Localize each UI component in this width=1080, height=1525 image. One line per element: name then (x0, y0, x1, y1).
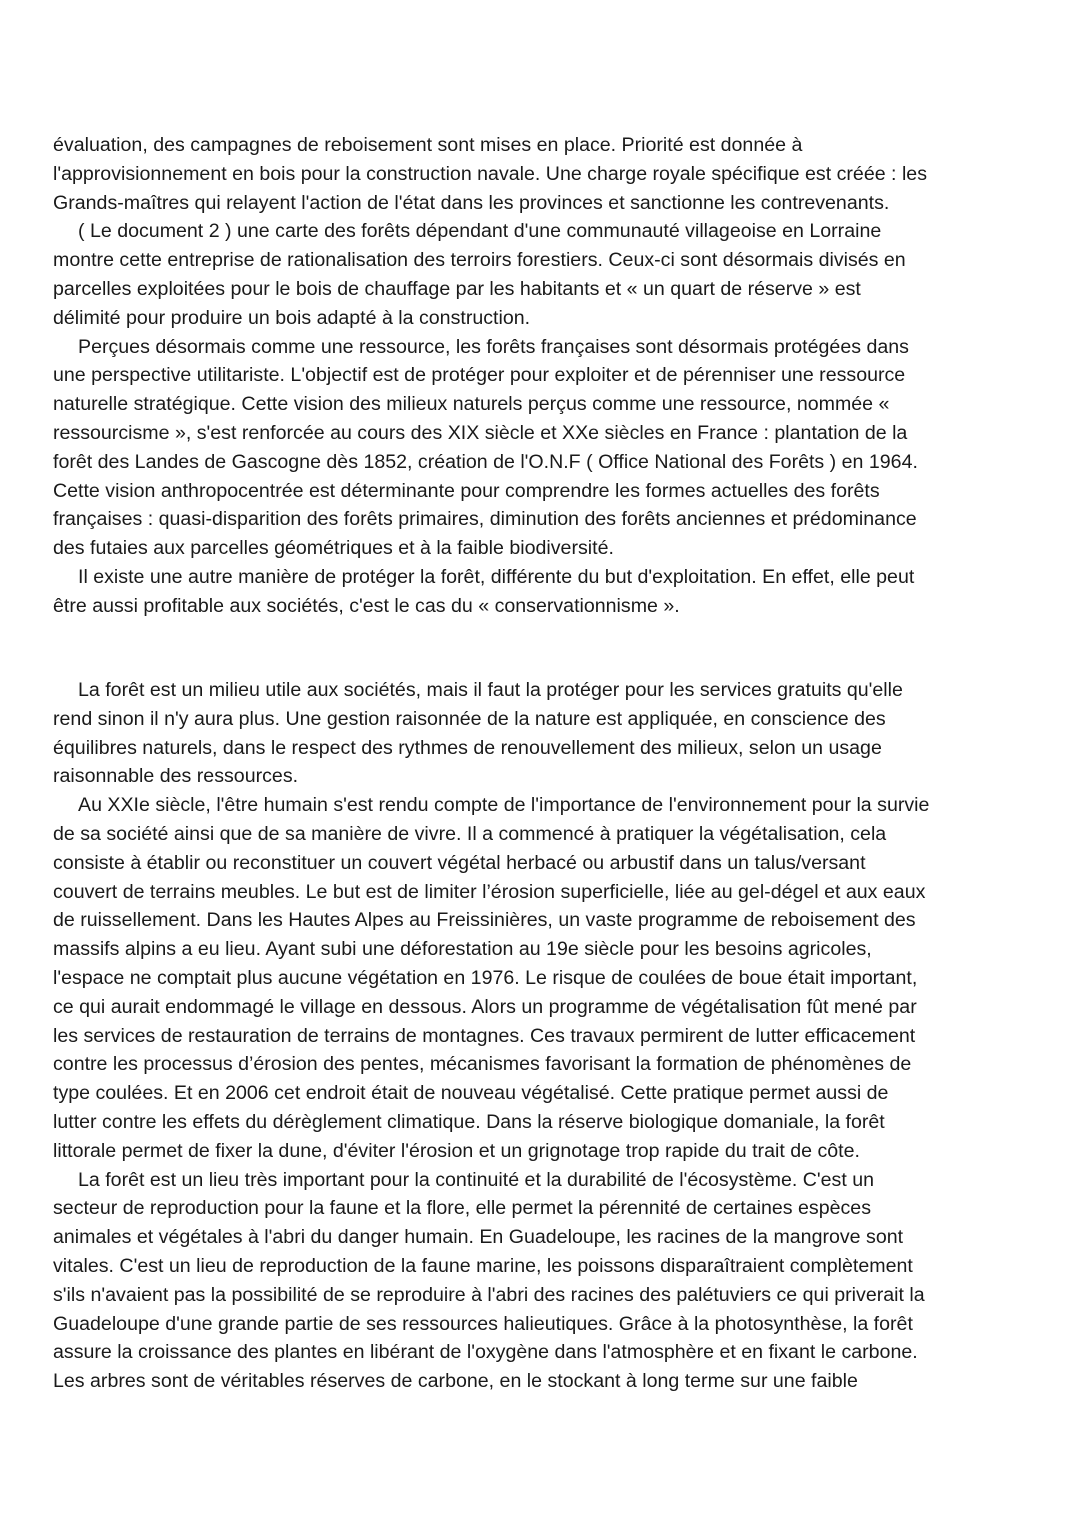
text-line: s'ils n'avaient pas la possibilité de se reproduire à l'abri des racines des palétuviers ce qui priverait la (53, 1283, 925, 1306)
text-block-top (53, 131, 1043, 621)
text-line: La forêt est un milieu utile aux sociétés, mais il faut la protéger pour les services gratuits qu'elle (78, 679, 903, 701)
text-line: raisonnable des ressources. (53, 765, 299, 788)
text-line: ressourcisme », s'est renforcée au cours des XIX siècle et XXe siècles en France : plantation de la (53, 421, 908, 444)
text-line: Grands-maîtres qui relayent l'action de l'état dans les provinces et sanctionne les contrevenants. (53, 191, 890, 214)
text-line: littorale permet de fixer la dune, d'éviter l'érosion et un grignotage trop rapide du trait de côte. (53, 1139, 860, 1162)
text-line: La forêt est un lieu très important pour la continuité et la durabilité de l'écosystème. C'est un (78, 1168, 875, 1191)
text-line: des futaies aux parcelles géométriques et à la faible biodiversité. (53, 537, 614, 560)
text-line: l'approvisionnement en bois pour la construction navale. Une charge royale spécifique est créée : les (53, 162, 927, 185)
text-line: de ruissellement. Dans les Hautes Alpes au Freissinières, un vaste programme de reboisement des (53, 909, 916, 932)
text-line: montre cette entreprise de rationalisation des terroirs forestiers. Ceux-ci sont désormais divisés en (53, 249, 906, 272)
text-line: lutter contre les effets du dérèglement climatique. Dans la réserve biologique domaniale, la forêt (53, 1110, 885, 1133)
text-line: secteur de reproduction pour la faune et la flore, elle permet la pérennité de certaines espèces (53, 1197, 871, 1220)
text-line: couvert de terrains meubles. Le but est de limiter l’érosion superficielle, liée au gel-dégel et aux eaux (53, 880, 926, 903)
text-line: françaises : quasi-disparition des forêts primaires, diminution des forêts anciennes et prédominance (53, 508, 917, 531)
text-line: vitales. C'est un lieu de reproduction de la faune marine, les poissons disparaîtraient complètement (53, 1254, 913, 1277)
text-line: Il existe une autre manière de protéger la forêt, différente du but d'exploitation. En effet, elle peut (78, 565, 915, 588)
text-line: ( Le document 2 ) une carte des forêts dépendant d'une communauté villageoise en Lorraine (78, 220, 882, 243)
text-line: naturelle stratégique. Cette vision des milieux naturels perçus comme une ressource, nommée « (53, 393, 890, 416)
text-line: massifs alpins a eu lieu. Ayant subi une déforestation au 19e siècle pour les besoins agricoles, (53, 938, 872, 961)
text-line: forêt des Landes de Gascogne dès 1852, création de l'O.N.F ( Office National des Forêts ) en 1964. (53, 450, 918, 473)
text-line: consiste à établir ou reconstituer un couvert végétal herbacé ou arbustif dans un talus/versant (53, 851, 866, 874)
text-line: parcelles exploitées pour le bois de chauffage par les habitants et « un quart de réserve » est (53, 277, 861, 300)
text-line: ce qui aurait endommagé le village en dessous. Alors un programme de végétalisation fût mené par (53, 995, 917, 1018)
text-line: une perspective utilitariste. L'objectif est de protéger pour exploiter et de pérenniser une ressource (53, 364, 906, 387)
text-line: Guadeloupe d'une grande partie de ses ressources halieutiques. Grâce à la photosynthèse, la forêt (53, 1312, 913, 1335)
text-line: assure la croissance des plantes en libérant de l'oxygène dans l'atmosphère et en fixant le carbone. (53, 1341, 918, 1364)
text-line: être aussi profitable aux sociétés, c'est le cas du « conservationnisme ». (53, 594, 680, 617)
text-line: type coulées. Et en 2006 cet endroit était de nouveau végétalisé. Cette pratique permet aussi de (53, 1082, 889, 1105)
text-line: de sa société ainsi que de sa manière de vivre. Il a commencé à pratiquer la végétalisation, cela (53, 822, 887, 845)
text-block-bottom (53, 676, 1043, 1396)
text-line: Au XXIe siècle, l'être humain s'est rendu compte de l'importance de l'environnement pour la survie (78, 794, 930, 817)
text-line: évaluation, des campagnes de reboisement sont mises en place. Priorité est donnée à (53, 134, 803, 156)
text-line: animales et végétales à l'abri du danger humain. En Guadeloupe, les racines de la mangrove sont (53, 1226, 904, 1249)
text-line: Les arbres sont de véritables réserves de carbone, en le stockant à long terme sur une faible (53, 1370, 858, 1393)
text-line: Cette vision anthropocentrée est déterminante pour comprendre les formes actuelles des forêts (53, 479, 880, 502)
text-line: équilibres naturels, dans le respect des rythmes de renouvellement des milieux, selon un usage (53, 736, 882, 759)
text-line: Perçues désormais comme une ressource, les forêts françaises sont désormais protégées dans (78, 335, 909, 358)
text-line: rend sinon il n'y aura plus. Une gestion raisonnée de la nature est appliquée, en conscience des (53, 707, 886, 730)
text-line: les services de restauration de terrains de montagnes. Ces travaux permirent de lutter efficacement (53, 1024, 916, 1047)
text-line: délimité pour produire un bois adapté à la construction. (53, 306, 531, 329)
text-line: l'espace ne comptait plus aucune végétation en 1976. Le risque de coulées de boue était important, (53, 966, 918, 989)
text-line: contre les processus d’érosion des pentes, mécanismes favorisant la formation de phénomènes de (53, 1053, 912, 1076)
